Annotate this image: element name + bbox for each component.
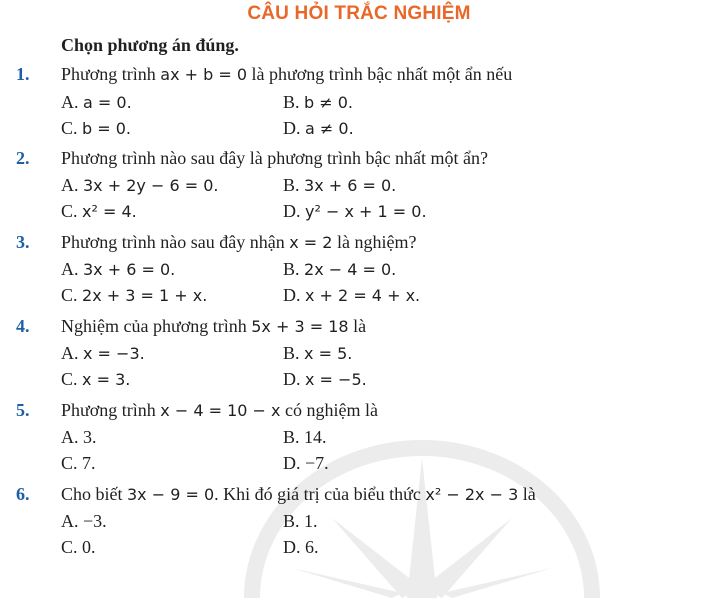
question-3-option-a[interactable]: A. 3x + 6 = 0. xyxy=(61,259,176,279)
question-6-option-b[interactable]: B. 1. xyxy=(283,511,318,531)
question-4-number: 4. xyxy=(16,316,30,336)
question-3-number: 3. xyxy=(16,232,30,252)
question-6-option-d[interactable]: D. 6. xyxy=(283,537,319,557)
question-3-option-d[interactable]: D. x + 2 = 4 + x. xyxy=(283,285,421,305)
question-6-option-a[interactable]: A. −3. xyxy=(61,511,107,531)
question-5-text: Phương trình x − 4 = 10 − x có nghiệm là xyxy=(61,400,378,420)
question-4-text: Nghiệm của phương trình 5x + 3 = 18 là xyxy=(61,316,367,336)
question-6-number: 6. xyxy=(16,484,30,504)
instruction-text: Chọn phương án đúng. xyxy=(61,35,239,55)
question-3-option-c[interactable]: C. 2x + 3 = 1 + x. xyxy=(61,285,208,305)
question-5-option-b[interactable]: B. 14. xyxy=(283,427,327,447)
question-1-option-c[interactable]: C. b = 0. xyxy=(61,118,132,138)
question-6-text: Cho biết 3x − 9 = 0. Khi đó giá trị của biểu thức x² − 2x − 3 là xyxy=(61,484,536,504)
question-2-option-d[interactable]: D. y² − x + 1 = 0. xyxy=(283,201,427,221)
question-4-option-d[interactable]: D. x = −5. xyxy=(283,369,367,389)
question-1-text: Phương trình ax + b = 0 là phương trình bậc nhất một ẩn nếu xyxy=(61,64,513,84)
question-4-option-c[interactable]: C. x = 3. xyxy=(61,369,131,389)
question-3-option-b[interactable]: B. 2x − 4 = 0. xyxy=(283,259,397,279)
question-5-option-a[interactable]: A. 3. xyxy=(61,427,97,447)
question-5-option-c[interactable]: C. 7. xyxy=(61,453,96,473)
question-6-option-c[interactable]: C. 0. xyxy=(61,537,96,557)
question-2-option-a[interactable]: A. 3x + 2y − 6 = 0. xyxy=(61,175,219,195)
question-2-number: 2. xyxy=(16,148,30,168)
question-2-text: Phương trình nào sau đây là phương trình bậc nhất một ẩn? xyxy=(61,148,488,168)
question-1-option-d[interactable]: D. a ≠ 0. xyxy=(283,118,354,138)
page-title: CÂU HỎI TRẮC NGHIỆM xyxy=(247,3,471,24)
question-2-option-c[interactable]: C. x² = 4. xyxy=(61,201,137,221)
question-1-option-a[interactable]: A. a = 0. xyxy=(61,92,132,112)
question-1-number: 1. xyxy=(16,64,30,84)
question-3-text: Phương trình nào sau đây nhận x = 2 là nghiệm? xyxy=(61,232,417,252)
question-5-option-d[interactable]: D. −7. xyxy=(283,453,329,473)
question-2-option-b[interactable]: B. 3x + 6 = 0. xyxy=(283,175,397,195)
question-5-number: 5. xyxy=(16,400,30,420)
question-4-option-b[interactable]: B. x = 5. xyxy=(283,343,353,363)
question-4-option-a[interactable]: A. x = −3. xyxy=(61,343,145,363)
question-1-option-b[interactable]: B. b ≠ 0. xyxy=(283,92,354,112)
